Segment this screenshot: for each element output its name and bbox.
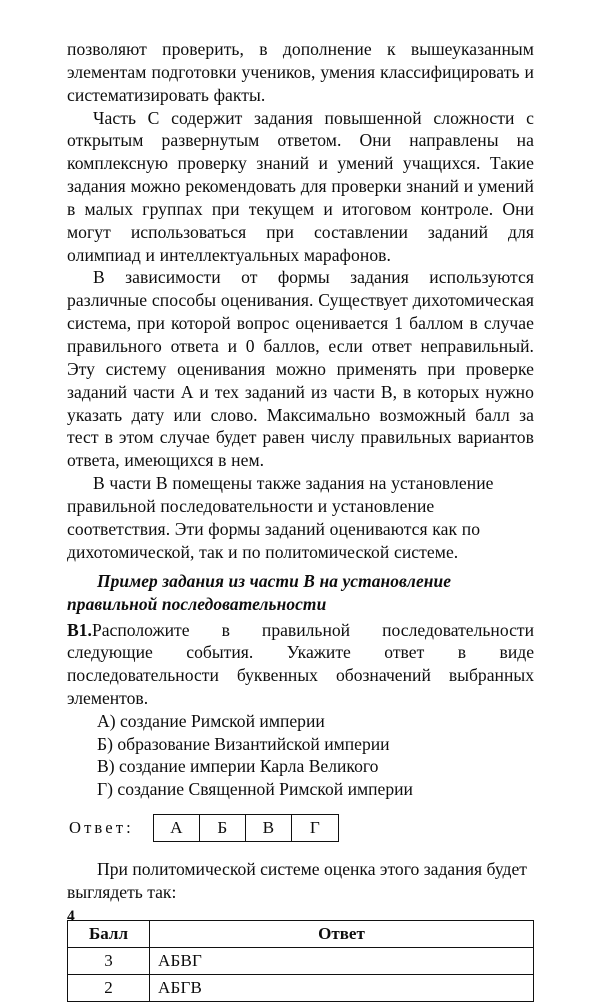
paragraph-3: В зависимости от формы задания используются различные способы оценивания. Существует дихотомическая система, при которой вопрос оценивается 1 баллом в случае правильного ответа и 0 баллов, если ответ неправильный. Эту систему оценивания можно применять при проверке заданий части А и тех заданий из части В, в которых нужно указать дату или слово. Максимально возможный балл за тест в этом случае будет равен числу правильных вариантов ответа, имеющихся в нем.	[67, 267, 534, 471]
answer-cell-3: В	[246, 815, 292, 841]
score-table-header-answer: Ответ	[150, 921, 534, 948]
task-options-list	[67, 710, 534, 800]
answer-cell-1: А	[154, 815, 200, 841]
answer-label: Ответ:	[69, 818, 134, 838]
paragraph-1: позволяют проверить, в дополнение к вышеуказанным элементам подготовки учеников, умения классифицировать и систематизировать факты.	[67, 39, 534, 105]
task-option-v: В) создание империи Карла Великого	[97, 756, 379, 777]
paragraph-2: Часть С содержит задания повышенной сложности с открытым развернутым ответом. Они направлены на комплексную проверку знаний и умений учащихся. Такие задания можно рекомендовать для проверки знаний и умений в малых группах при текущем и итоговом контроле. Они могут использоваться при составлении заданий для олимпиад и интеллектуальных марафонов.	[67, 107, 534, 265]
task-number: В1.	[67, 619, 92, 640]
task-option-b: Б) образование Византийской империи	[97, 733, 390, 754]
page-number: 4	[67, 908, 75, 925]
score-table-head	[68, 921, 534, 948]
score-cell-1: 3	[68, 948, 150, 975]
answer-cell-4: Г	[309, 818, 320, 838]
score-table	[67, 920, 534, 1002]
task-option-g: Г) создание Священной Римской империи	[97, 778, 413, 799]
paragraph-4: В части В помещены также задания на установление правильной последовательности и установление соответствия. Эти формы заданий оцениваются как по дихотомической, так и по политомической системе.	[67, 473, 494, 562]
score-table-header-row	[68, 921, 534, 948]
task-prompt-text: Расположите в правильной последовательности следующие события. Укажите ответ в виде последовательности буквенных обозначений выбранных элементов.	[67, 619, 534, 709]
answer-row	[67, 813, 534, 843]
score-table-body	[68, 948, 534, 1002]
section-subheading: Пример задания из части В на установление правильной последовательности	[67, 571, 452, 614]
text-column	[67, 38, 534, 1002]
table-row	[68, 948, 534, 975]
after-answer-paragraph: При политомической системе оценка этого задания будет выглядеть так:	[67, 859, 527, 903]
answer-text-cell-1: АБВГ	[150, 948, 534, 975]
task-option-a: А) создание Римской империи	[97, 710, 325, 731]
score-cell-2: 2	[68, 975, 150, 1002]
task-prompt	[67, 619, 534, 710]
score-table-header-score: Балл	[68, 921, 150, 948]
table-row	[68, 975, 534, 1002]
task-block	[67, 619, 534, 1002]
answer-cell-2: Б	[200, 815, 246, 841]
answer-text-cell-2: АБГВ	[150, 975, 534, 1002]
answer-grid	[153, 814, 339, 842]
